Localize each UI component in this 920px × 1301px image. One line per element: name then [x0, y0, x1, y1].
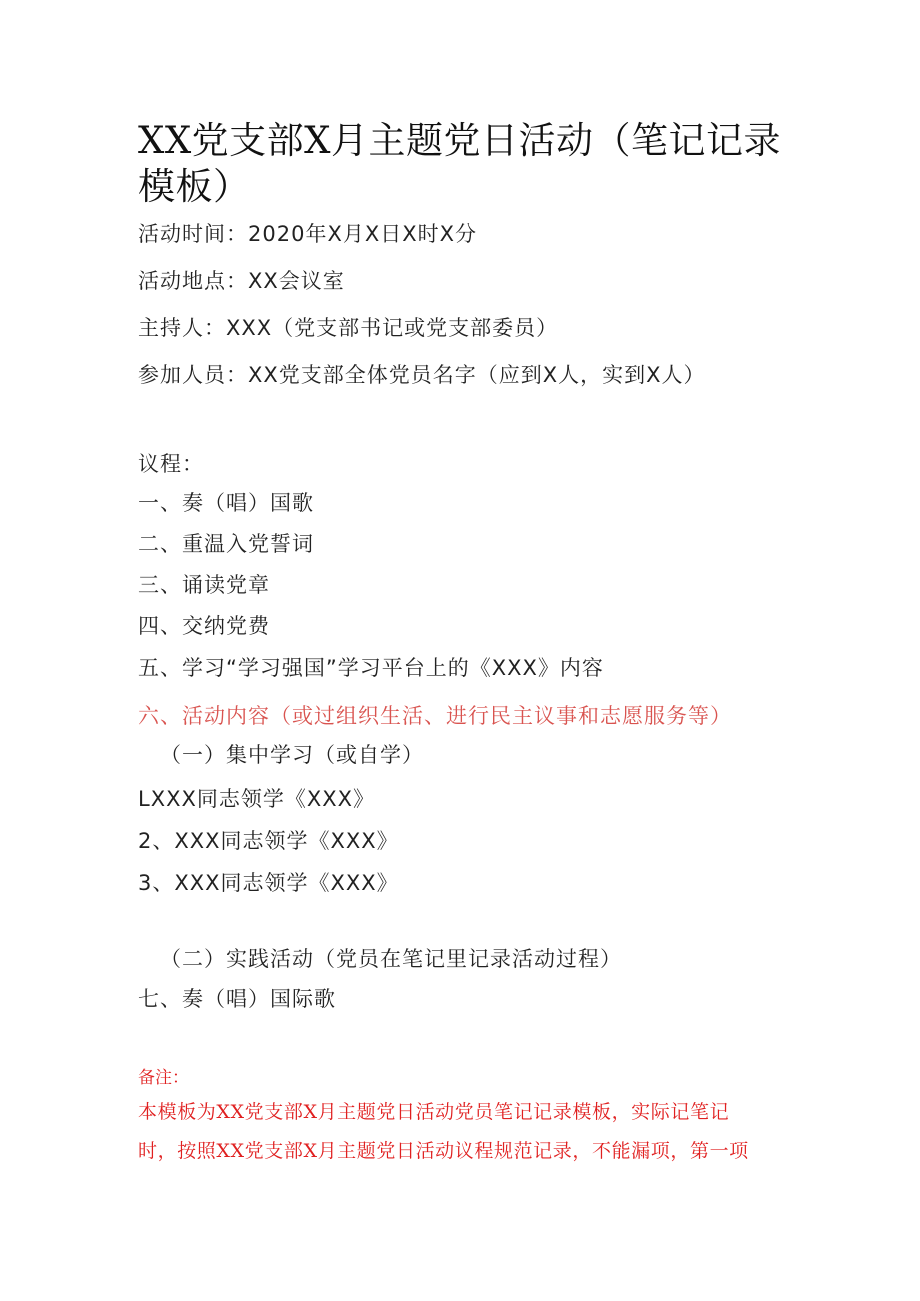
agenda-sub-1-b: 2、XXX同志领学《XXX》 — [138, 829, 399, 853]
agenda-item-3: 三、诵读党章 — [138, 573, 270, 597]
activity-time: 活动时间：2020年X月X日X时X分 — [138, 222, 477, 246]
agenda-item-6-note: （或过组织生活、进行民主议事和志愿服务等） — [270, 704, 732, 728]
agenda-heading: 议程： — [138, 452, 204, 476]
agenda-sub-2: （二）实践活动（党员在笔记里记录活动过程） — [160, 947, 622, 971]
agenda-item-5: 五、学习“学习强国”学习平台上的《XXX》内容 — [138, 656, 604, 680]
remark-line-1: 本模板为XX党支部X月主题党日活动党员笔记记录模板，实际记笔记 — [138, 1101, 730, 1123]
remark-line-2: 时，按照XX党支部X月主题党日活动议程规范记录，不能漏项，第一项 — [138, 1140, 749, 1162]
agenda-item-2: 二、重温入党誓词 — [138, 532, 314, 556]
agenda-sub-1-c: 3、XXX同志领学《XXX》 — [138, 871, 399, 895]
activity-attendees: 参加人员：XX党支部全体党员名字（应到X人，实到X人） — [138, 363, 706, 387]
agenda-item-6-label: 六、活动内容 — [138, 704, 270, 728]
agenda-item-6 — [138, 702, 732, 730]
remark-label: 备注： — [138, 1068, 189, 1088]
agenda-sub-1: （一）集中学习（或自学） — [160, 743, 424, 767]
agenda-item-4: 四、交纳党费 — [138, 614, 270, 638]
agenda-sub-1-a: LXXX同志领学《XXX》 — [138, 787, 376, 811]
document-title: XX党支部X月主题党日活动（笔记记录模板） — [138, 119, 782, 208]
agenda-item-1: 一、奏（唱）国歌 — [138, 491, 314, 515]
agenda-item-7: 七、奏（唱）国际歌 — [138, 987, 336, 1011]
activity-host: 主持人：XXX（党支部书记或党支部委员） — [138, 316, 559, 340]
activity-place: 活动地点：XX会议室 — [138, 269, 345, 293]
